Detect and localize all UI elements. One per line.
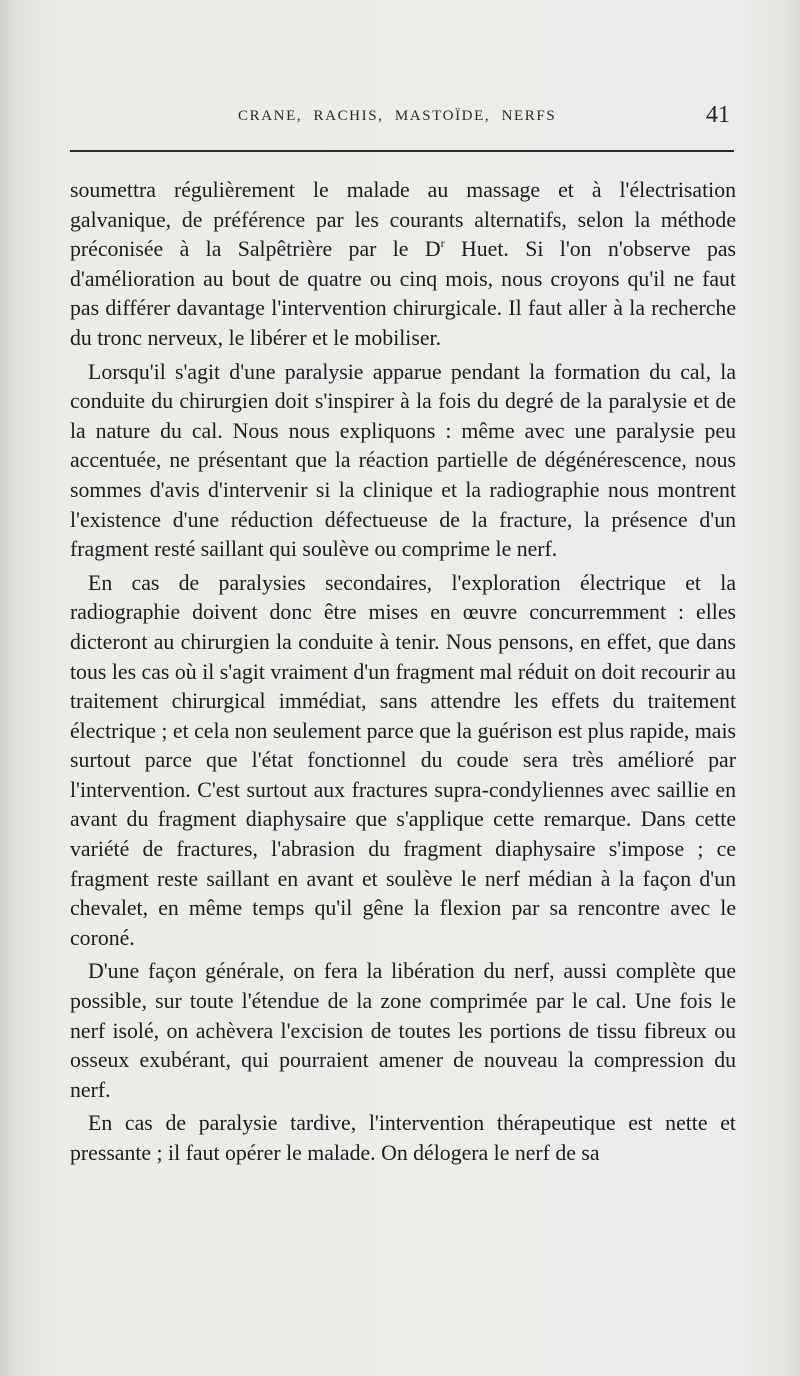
paragraph-2: Lorsqu'il s'agit d'une paralysie apparue pendant la formation du cal, la conduite du chirurgien doit s'inspirer à la fois du degré de la paralysie et de la nature du cal. Nous nous expliquons : même avec une paralysie peu accentuée, ne présentant que la réaction partielle de dégénérescence, nous sommes d'avis d'intervenir si la clinique et la radiographie nous montrent l'existence d'une réduction défectueuse de la fracture, la présence d'un fragment resté saillant qui soulève ou comprime le nerf.: [70, 359, 736, 562]
paragraph-1-text-after: Huet. Si l'on n'observe pas d'amélioration au bout de quatre ou cinq mois, nous croyons qu'il ne faut pas différer davantage l'intervention chirurgicale. Il faut aller à la recherche du tronc nerveux, le libérer et le mobiliser.: [70, 237, 736, 350]
running-head: CRANE, RACHIS, MASTOÏDE, NERFS: [238, 108, 557, 124]
paragraph-4: D'une façon générale, on fera la libération du nerf, aussi complète que possible, sur toute l'étendue de la zone comprimée par le cal. Une fois le nerf isolé, on achèvera l'excision de toutes les portions de tissu fibreux ou osseux exubérant, qui pourraient amener de nouveau la compression du nerf.: [70, 959, 736, 1102]
page-header: [70, 98, 734, 138]
body-text: [70, 176, 736, 1173]
paragraph-5: En cas de paralysie tardive, l'intervention thérapeutique est nette et pressante ; il faut opérer le malade. On délogera le nerf de sa: [70, 1111, 736, 1165]
paragraph-3: En cas de paralysies secondaires, l'exploration électrique et la radiographie doivent donc être mises en œuvre concurremment : elles dicteront au chirurgien la conduite à tenir. Nous pensons, en effet, que dans tous les cas où il s'agit vraiment d'un fragment mal réduit on doit recourir au traitement chirurgical immédiat, sans attendre les effets du traitement électrique ; et cela non seulement parce que la guérison est plus rapide, mais surtout parce que l'état fonctionnel du coude sera très amélioré par l'intervention. C'est surtout aux fractures supra-condyliennes avec saillie en avant du fragment diaphysaire que s'applique cette remarque. Dans cette variété de fractures, l'abrasion du fragment diaphysaire s'impose ; ce fragment reste saillant en avant et soulève le nerf médian à la façon d'un chevalet, en même temps qu'il gêne la flexion par sa rencontre avec le coroné.: [70, 570, 736, 950]
header-rule: [70, 150, 734, 152]
page-number: 41: [706, 102, 730, 128]
paragraph-1: [70, 176, 736, 354]
paragraph-1-text: soumettra régulièrement le malade au massage et à l'électrisation galvanique, de préférence par les courants alternatifs, selon la méthode préconisée à la Salpêtrière par le D: [70, 178, 736, 262]
doctor-abbrev-superscript: r: [440, 236, 445, 251]
